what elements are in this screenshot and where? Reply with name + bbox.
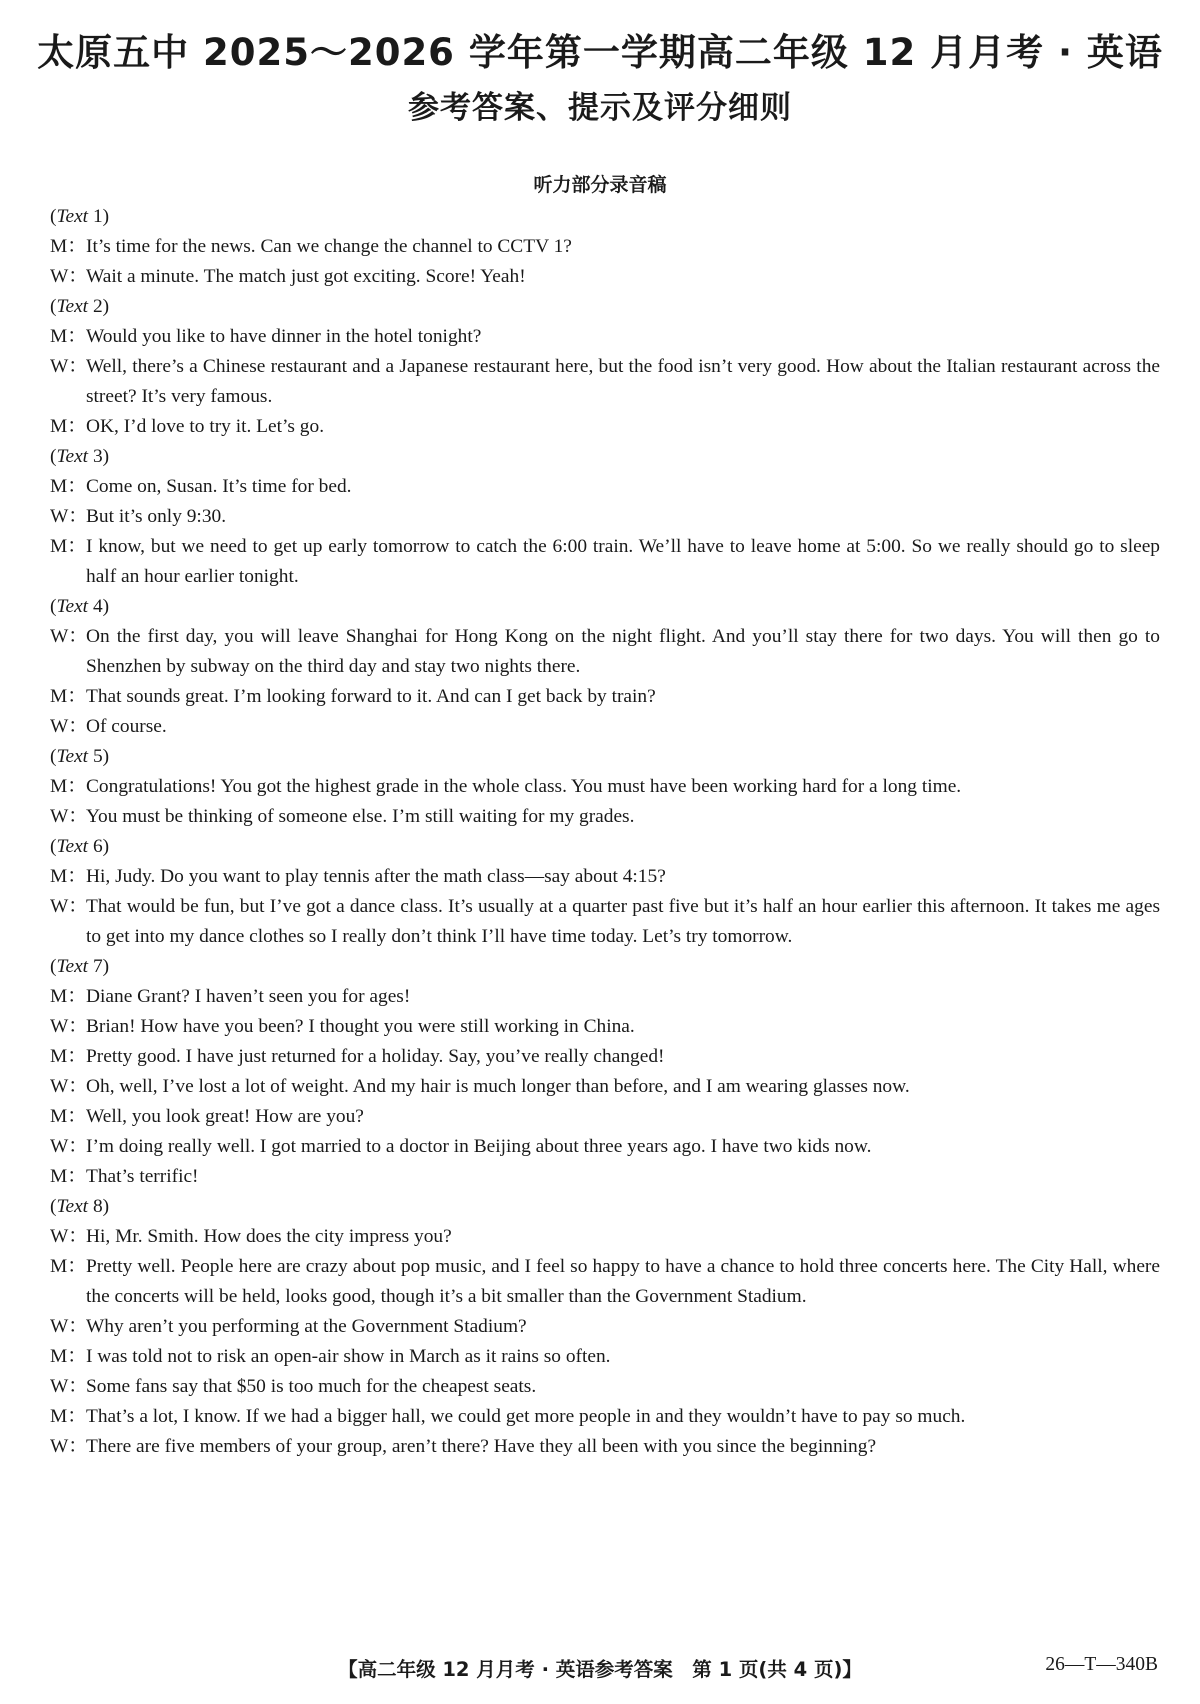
paren-open: ( bbox=[50, 296, 57, 317]
utterance-text: That sounds great. I’m looking forward to it. And can I get back by train? bbox=[86, 686, 656, 707]
utterance-text: On the first day, you will leave Shanghai for Hong Kong on the night flight. And you’ll stay there for two days. You will then go to Shenzhen by subway on the third day and stay two nights there. bbox=[86, 626, 1160, 677]
paren-close: ) bbox=[102, 446, 110, 467]
speaker-label: W： bbox=[50, 266, 88, 287]
paren-close: ) bbox=[102, 1196, 110, 1217]
utterance-text: Pretty well. People here are crazy about pop music, and I feel so happy to have a chance to hold three concerts here. The City Hall, where the concerts will be held, looks good, though it’s a bit smaller than the Government Stadium. bbox=[86, 1256, 1160, 1307]
text-word: Text bbox=[56, 1196, 89, 1217]
dialogue-line bbox=[50, 1132, 1160, 1162]
text-label bbox=[50, 592, 1160, 622]
text-number: 1 bbox=[92, 206, 103, 227]
dialogue-line bbox=[50, 352, 1160, 412]
utterance-text: You must be thinking of someone else. I’m still waiting for my grades. bbox=[86, 806, 635, 827]
speaker-label: M： bbox=[50, 1166, 87, 1187]
dialogue-line bbox=[50, 322, 1160, 352]
utterance-text: Wait a minute. The match just got exciting. Score! Yeah! bbox=[86, 266, 526, 287]
utterance-text: I know, but we need to get up early tomorrow to catch the 6:00 train. We’ll have to leave home at 5:00. So we really should go to sleep half an hour earlier tonight. bbox=[86, 536, 1160, 587]
document-subtitle: 参考答案、提示及评分细则 bbox=[408, 90, 792, 126]
utterance-text: Diane Grant? I haven’t seen you for ages! bbox=[86, 986, 411, 1007]
speaker-label: W： bbox=[50, 716, 88, 737]
dialogue-line bbox=[50, 1222, 1160, 1252]
utterance-text: Brian! How have you been? I thought you were still working in China. bbox=[86, 1016, 635, 1037]
dialogue-line bbox=[50, 472, 1160, 502]
text-number: 5 bbox=[92, 746, 103, 767]
speaker-label: M： bbox=[50, 986, 87, 1007]
text-number: 8 bbox=[92, 1196, 103, 1217]
dialogue-line bbox=[50, 1372, 1160, 1402]
utterance-text: Hi, Mr. Smith. How does the city impress you? bbox=[86, 1226, 452, 1247]
dialogue-line bbox=[50, 622, 1160, 682]
utterance-text: That’s terrific! bbox=[86, 1166, 199, 1187]
text-word: Text bbox=[56, 446, 89, 467]
dialogue-line bbox=[50, 502, 1160, 532]
text-word: Text bbox=[56, 206, 89, 227]
text-word: Text bbox=[56, 296, 89, 317]
dialogue-line bbox=[50, 412, 1160, 442]
utterance-text: Congratulations! You got the highest grade in the whole class. You must have been working hard for a long time. bbox=[86, 776, 962, 797]
paren-open: ( bbox=[50, 446, 57, 467]
paren-open: ( bbox=[50, 836, 57, 857]
speaker-label: W： bbox=[50, 356, 88, 377]
text-label bbox=[50, 292, 1160, 322]
text-word: Text bbox=[56, 596, 89, 617]
text-number: 3 bbox=[92, 446, 103, 467]
paren-close: ) bbox=[102, 296, 110, 317]
utterance-text: But it’s only 9:30. bbox=[86, 506, 227, 527]
utterance-text: Some fans say that $50 is too much for the cheapest seats. bbox=[86, 1376, 537, 1397]
speaker-label: M： bbox=[50, 1346, 87, 1367]
utterance-text: I’m doing really well. I got married to a doctor in Beijing about three years ago. I have two kids now. bbox=[86, 1136, 872, 1157]
paren-close: ) bbox=[102, 746, 110, 767]
dialogue-line bbox=[50, 982, 1160, 1012]
utterance-text: Would you like to have dinner in the hotel tonight? bbox=[86, 326, 482, 347]
speaker-label: W： bbox=[50, 1436, 88, 1457]
speaker-label: M： bbox=[50, 1106, 87, 1127]
text-word: Text bbox=[56, 956, 89, 977]
dialogue-line bbox=[50, 712, 1160, 742]
paren-close: ) bbox=[102, 956, 110, 977]
dialogue-line bbox=[50, 862, 1160, 892]
speaker-label: M： bbox=[50, 776, 87, 797]
text-label bbox=[50, 742, 1160, 772]
speaker-label: M： bbox=[50, 1046, 87, 1067]
speaker-label: W： bbox=[50, 896, 88, 917]
dialogue-line bbox=[50, 892, 1160, 952]
speaker-label: W： bbox=[50, 1376, 88, 1397]
utterance-text: That’s a lot, I know. If we had a bigger hall, we could get more people in and they wouldn’t have to pay so much. bbox=[86, 1406, 966, 1427]
dialogue-line bbox=[50, 802, 1160, 832]
paren-open: ( bbox=[50, 596, 57, 617]
dialogue-line bbox=[50, 1342, 1160, 1372]
speaker-label: M： bbox=[50, 326, 87, 347]
paren-open: ( bbox=[50, 1196, 57, 1217]
text-label bbox=[50, 832, 1160, 862]
dialogue-line bbox=[50, 682, 1160, 712]
paren-close: ) bbox=[102, 206, 110, 227]
utterance-text: Hi, Judy. Do you want to play tennis after the math class—say about 4:15? bbox=[86, 866, 666, 887]
text-label bbox=[50, 202, 1160, 232]
utterance-text: It’s time for the news. Can we change the channel to CCTV 1? bbox=[86, 236, 572, 257]
text-word: Text bbox=[56, 746, 89, 767]
footer-page-info: 【高二年级 12 月月考 · 英语参考答案 第 1 页(共 4 页)】 bbox=[338, 1658, 862, 1681]
speaker-label: W： bbox=[50, 806, 88, 827]
text-word: Text bbox=[56, 836, 89, 857]
text-number: 7 bbox=[92, 956, 103, 977]
dialogue-line bbox=[50, 262, 1160, 292]
speaker-label: M： bbox=[50, 416, 87, 437]
dialogue-line bbox=[50, 532, 1160, 592]
dialogue-line bbox=[50, 1042, 1160, 1072]
speaker-label: W： bbox=[50, 1016, 88, 1037]
dialogue-line bbox=[50, 1402, 1160, 1432]
speaker-label: M： bbox=[50, 236, 87, 257]
text-number: 2 bbox=[92, 296, 103, 317]
dialogue-line bbox=[50, 1102, 1160, 1132]
text-number: 6 bbox=[92, 836, 103, 857]
utterance-text: OK, I’d love to try it. Let’s go. bbox=[86, 416, 325, 437]
speaker-label: M： bbox=[50, 536, 87, 557]
speaker-label: W： bbox=[50, 626, 88, 647]
dialogue-line bbox=[50, 1072, 1160, 1102]
dialogue-line bbox=[50, 1432, 1160, 1462]
speaker-label: W： bbox=[50, 506, 88, 527]
utterance-text: Well, there’s a Chinese restaurant and a Japanese restaurant here, but the food isn’t very good. How about the Italian restaurant across the street? It’s very famous. bbox=[86, 356, 1160, 407]
paren-open: ( bbox=[50, 206, 57, 227]
document-title: 太原五中 2025～2026 学年第一学期高二年级 12 月月考 · 英语 bbox=[37, 31, 1163, 74]
speaker-label: M： bbox=[50, 476, 87, 497]
utterance-text: I was told not to risk an open-air show in March as it rains so often. bbox=[86, 1346, 611, 1367]
dialogue-line bbox=[50, 1252, 1160, 1312]
paren-open: ( bbox=[50, 746, 57, 767]
listening-transcript bbox=[50, 202, 1160, 1462]
paren-open: ( bbox=[50, 956, 57, 977]
speaker-label: M： bbox=[50, 686, 87, 707]
footer-code: 26—T—340B bbox=[1045, 1654, 1158, 1675]
speaker-label: M： bbox=[50, 866, 87, 887]
dialogue-line bbox=[50, 1012, 1160, 1042]
dialogue-line bbox=[50, 1162, 1160, 1192]
utterance-text: Well, you look great! How are you? bbox=[86, 1106, 364, 1127]
speaker-label: W： bbox=[50, 1136, 88, 1157]
speaker-label: M： bbox=[50, 1256, 87, 1277]
speaker-label: M： bbox=[50, 1406, 87, 1427]
text-number: 4 bbox=[92, 596, 103, 617]
utterance-text: Oh, well, I’ve lost a lot of weight. And my hair is much longer than before, and I am wearing glasses now. bbox=[86, 1076, 910, 1097]
utterance-text: Why aren’t you performing at the Government Stadium? bbox=[86, 1316, 527, 1337]
utterance-text: Come on, Susan. It’s time for bed. bbox=[86, 476, 352, 497]
speaker-label: W： bbox=[50, 1076, 88, 1097]
section-title: 听力部分录音稿 bbox=[533, 174, 667, 196]
text-label bbox=[50, 442, 1160, 472]
paren-close: ) bbox=[102, 596, 110, 617]
utterance-text: There are five members of your group, aren’t there? Have they all been with you since the beginning? bbox=[86, 1436, 877, 1457]
utterance-text: Of course. bbox=[86, 716, 167, 737]
page-footer bbox=[0, 1654, 1200, 1684]
utterance-text: Pretty good. I have just returned for a holiday. Say, you’ve really changed! bbox=[86, 1046, 665, 1067]
dialogue-line bbox=[50, 1312, 1160, 1342]
text-label bbox=[50, 952, 1160, 982]
utterance-text: That would be fun, but I’ve got a dance class. It’s usually at a quarter past five but it’s half an hour earlier this afternoon. It takes me ages to get into my dance clothes so I really don’t think I’ll have time today. Let’s try tomorrow. bbox=[86, 896, 1160, 947]
paren-close: ) bbox=[102, 836, 110, 857]
dialogue-line bbox=[50, 772, 1160, 802]
speaker-label: W： bbox=[50, 1316, 88, 1337]
speaker-label: W： bbox=[50, 1226, 88, 1247]
dialogue-line bbox=[50, 232, 1160, 262]
text-label bbox=[50, 1192, 1160, 1222]
